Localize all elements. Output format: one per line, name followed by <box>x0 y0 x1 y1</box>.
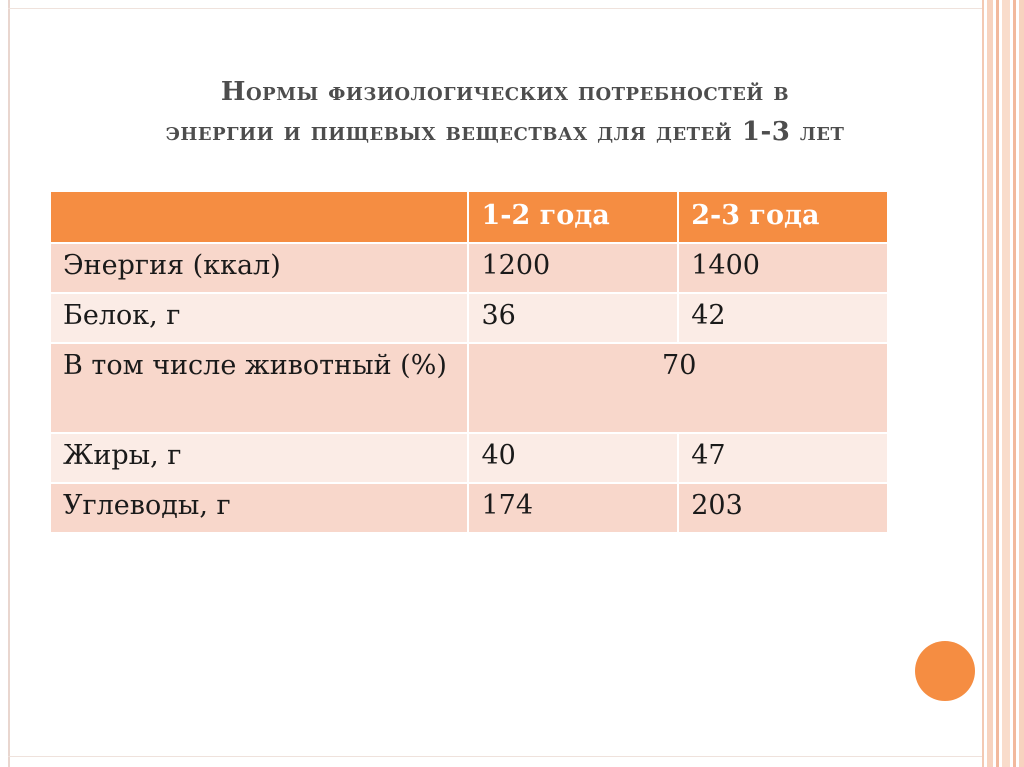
slide-title-line-1: Нормы физиологических потребностей в <box>220 77 790 107</box>
value-merged: 70 <box>468 343 888 433</box>
value-age-2-3: 42 <box>678 293 888 343</box>
slide-title-line-2: энергии и пищевых веществах для детей 1-3 лет <box>165 117 845 147</box>
decorative-stripe <box>996 0 999 767</box>
decorative-stripe <box>1019 0 1024 767</box>
table-header-row <box>50 191 888 243</box>
frame-line-left <box>8 0 10 767</box>
value-age-2-3: 47 <box>678 433 888 483</box>
decorative-stripe <box>987 0 993 767</box>
slide-title <box>40 72 970 152</box>
table-row-energy <box>50 243 888 293</box>
table-row-fats <box>50 433 888 483</box>
table-row-carbs <box>50 483 888 533</box>
value-age-1-2: 36 <box>468 293 678 343</box>
header-cell-age-2-3: 2-3 года <box>678 191 888 243</box>
row-label: Энергия (ккал) <box>50 243 468 293</box>
nutrition-norms-table <box>49 190 889 534</box>
frame-line-top <box>8 8 984 9</box>
value-age-1-2: 174 <box>468 483 678 533</box>
row-label: Белок, г <box>50 293 468 343</box>
decorative-circle <box>915 641 975 701</box>
table-row-protein <box>50 293 888 343</box>
table-row-animal-protein <box>50 343 888 433</box>
value-age-1-2: 40 <box>468 433 678 483</box>
decorative-stripe <box>1002 0 1010 767</box>
header-cell-age-1-2: 1-2 года <box>468 191 678 243</box>
header-cell-empty <box>50 191 468 243</box>
frame-line-bottom <box>8 756 984 757</box>
value-age-1-2: 1200 <box>468 243 678 293</box>
decorative-stripe <box>982 0 984 767</box>
decorative-stripe <box>1013 0 1016 767</box>
value-age-2-3: 203 <box>678 483 888 533</box>
row-label: В том числе животный (%) <box>50 343 468 433</box>
row-label: Углеводы, г <box>50 483 468 533</box>
row-label: Жиры, г <box>50 433 468 483</box>
value-age-2-3: 1400 <box>678 243 888 293</box>
